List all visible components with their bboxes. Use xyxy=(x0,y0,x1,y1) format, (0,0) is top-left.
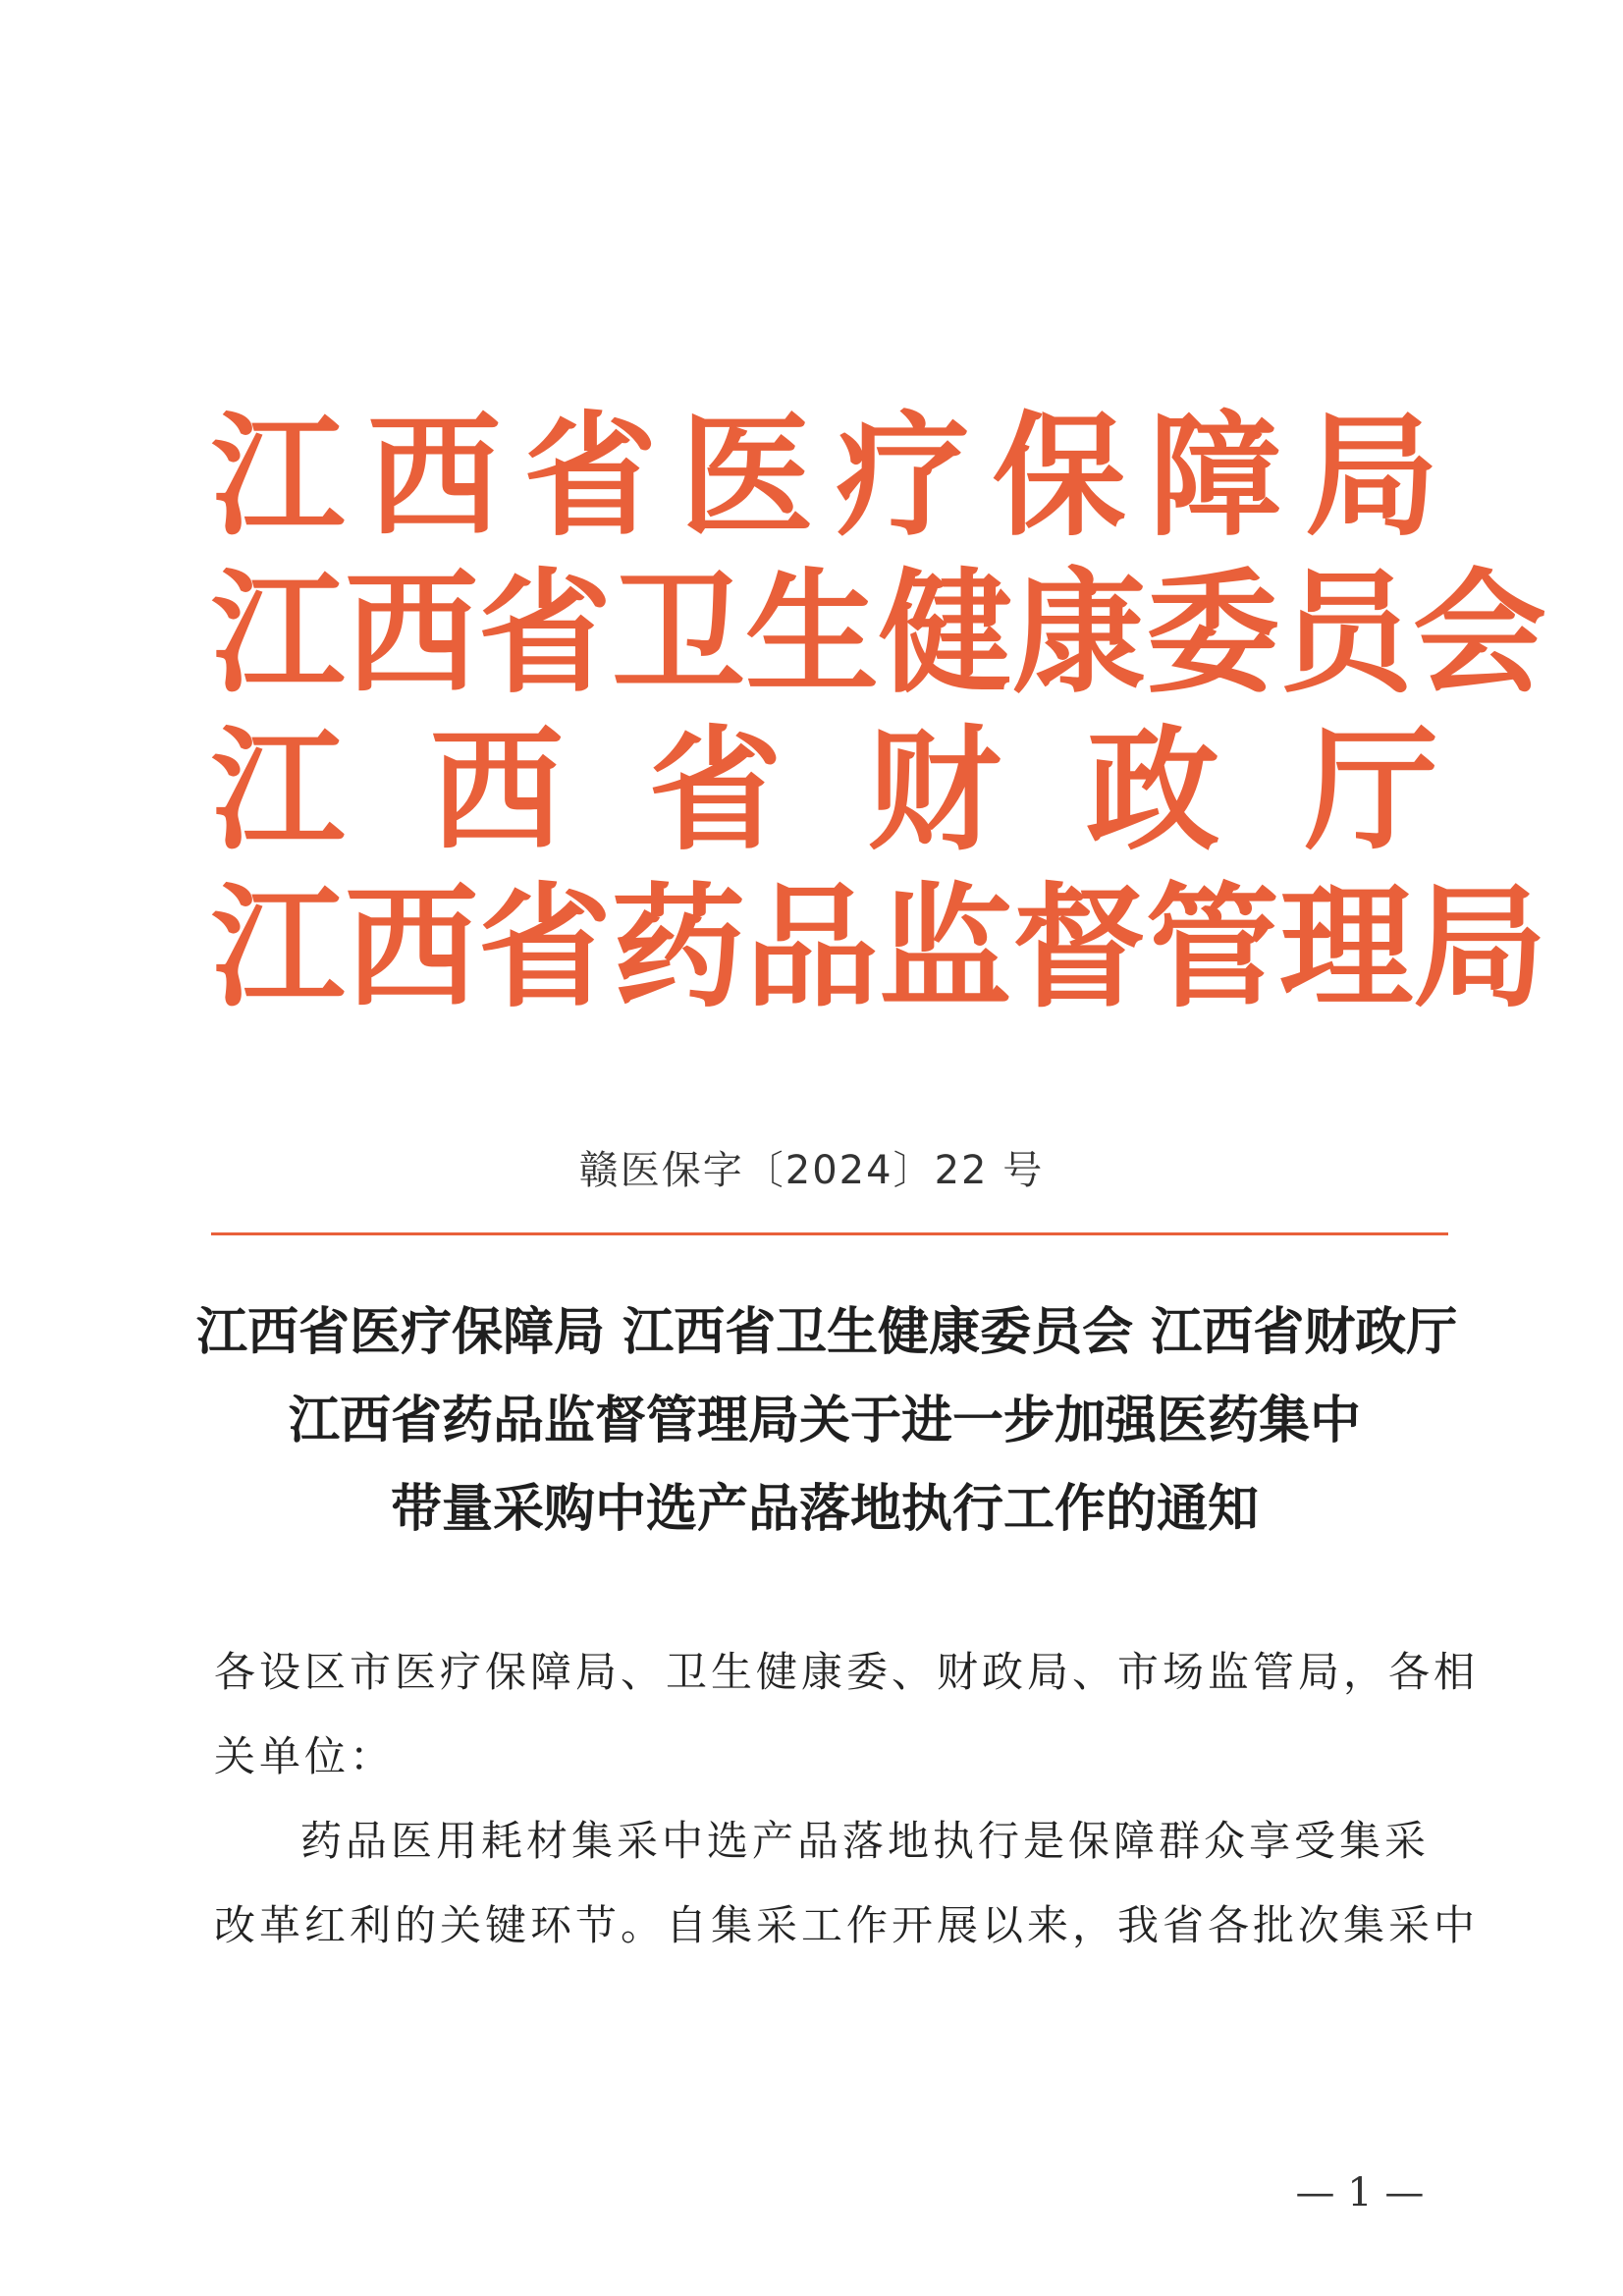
header-character: 卫 xyxy=(612,555,745,712)
red-divider-line xyxy=(211,1232,1448,1235)
header-org-line-3 xyxy=(211,712,1438,869)
header-character: 省 xyxy=(478,555,612,712)
body-line-paragraph-start: 药品医用耗材集采中选产品落地执行是保障群众享受集采 xyxy=(300,1817,1431,1865)
header-character: 西 xyxy=(345,555,478,712)
header-character: 江 xyxy=(211,398,345,555)
header-character: 障 xyxy=(1148,398,1282,555)
header-org-line-2 xyxy=(211,555,1546,712)
header-character: 省 xyxy=(648,712,783,869)
header-character: 康 xyxy=(1012,555,1146,712)
document-body xyxy=(214,1630,1480,1968)
title-line-3: 带量采购中选产品落地执行工作的通知 xyxy=(390,1479,1259,1539)
header-character: 委 xyxy=(1146,555,1279,712)
header-character: 局 xyxy=(1413,869,1546,1026)
header-character: 品 xyxy=(745,869,879,1026)
header-character: 省 xyxy=(478,869,612,1026)
title-line-2: 江西省药品监督管理局关于进一步加强医药集中 xyxy=(288,1391,1361,1450)
document-title xyxy=(196,1288,1458,1554)
header-character: 医 xyxy=(679,398,814,555)
header-character: 保 xyxy=(992,398,1126,555)
header-character: 局 xyxy=(1304,398,1438,555)
body-line-addressees: 各设区市医疗保障局、卫生健康委、财政局、市场监管局，各相 xyxy=(214,1648,1480,1696)
header-org-line-1 xyxy=(211,398,1438,555)
document-number: 赣医保字〔2024〕22 号 xyxy=(578,1148,1045,1193)
header-character: 财 xyxy=(867,712,1001,869)
header-character: 管 xyxy=(1146,869,1279,1026)
header-org-line-4 xyxy=(211,869,1546,1026)
header-character: 健 xyxy=(879,555,1012,712)
header-character: 江 xyxy=(211,712,345,869)
header-character: 生 xyxy=(745,555,879,712)
page-number: — 1 — xyxy=(1295,2170,1425,2215)
header-character: 西 xyxy=(429,712,564,869)
header-character: 江 xyxy=(211,869,345,1026)
body-line-paragraph-cont: 改革红利的关键环节。自集采工作开展以来，我省各批次集采中 xyxy=(214,1901,1480,1949)
header-character: 员 xyxy=(1279,555,1413,712)
header-character: 厅 xyxy=(1304,712,1438,869)
issuing-organizations-header xyxy=(211,398,1546,1026)
header-character: 疗 xyxy=(836,398,970,555)
header-character: 江 xyxy=(211,555,345,712)
header-character: 监 xyxy=(879,869,1012,1026)
header-character: 督 xyxy=(1012,869,1146,1026)
header-character: 西 xyxy=(367,398,502,555)
header-character: 理 xyxy=(1279,869,1413,1026)
header-character: 省 xyxy=(523,398,658,555)
header-character: 西 xyxy=(345,869,478,1026)
header-character: 药 xyxy=(612,869,745,1026)
header-character: 政 xyxy=(1086,712,1220,869)
header-character: 会 xyxy=(1413,555,1546,712)
title-line-1: 江西省医疗保障局 江西省卫生健康委员会 江西省财政厅 xyxy=(196,1302,1458,1362)
body-line-addressees-cont: 关单位： xyxy=(214,1732,396,1780)
